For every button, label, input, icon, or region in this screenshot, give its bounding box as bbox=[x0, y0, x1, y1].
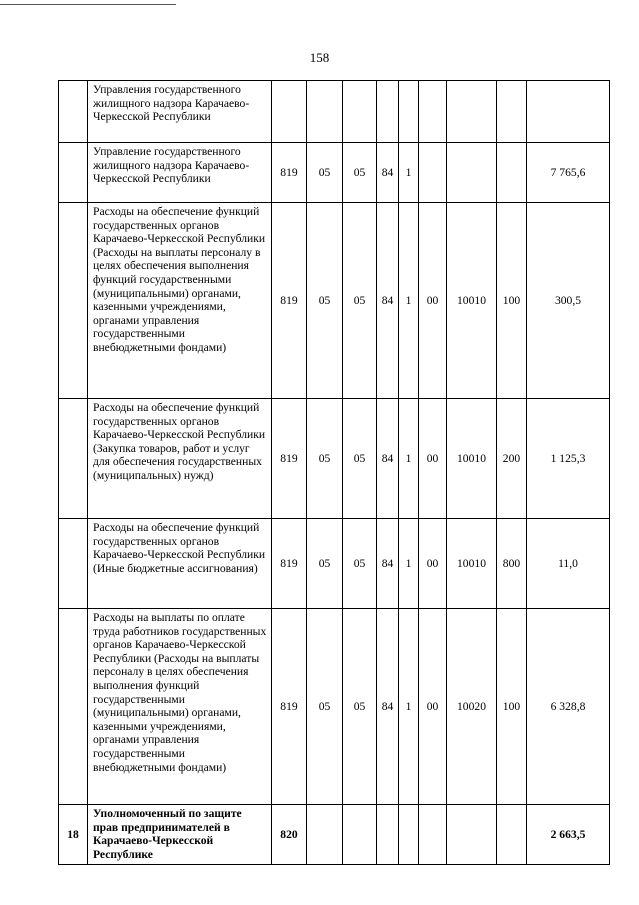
cell-subsection: 05 bbox=[343, 399, 377, 519]
cell-event bbox=[419, 805, 447, 865]
table-row bbox=[59, 519, 610, 609]
page-number: 158 bbox=[309, 50, 330, 65]
row-number bbox=[59, 519, 88, 609]
cell-amount: 2 663,5 bbox=[527, 805, 610, 865]
cell-subsection: 05 bbox=[343, 203, 377, 399]
cell-section: 05 bbox=[307, 519, 343, 609]
cell-program: 84 bbox=[377, 143, 399, 203]
cell-direction: 10010 bbox=[447, 399, 497, 519]
cell-program bbox=[377, 805, 399, 865]
cell-section: 05 bbox=[307, 399, 343, 519]
cell-amount: 11,0 bbox=[527, 519, 610, 609]
cell-amount: 1 125,3 bbox=[527, 399, 610, 519]
table-row bbox=[59, 609, 610, 805]
cell-event bbox=[419, 81, 447, 143]
cell-expense-type bbox=[497, 81, 527, 143]
table-row bbox=[59, 143, 610, 203]
cell-ministry bbox=[272, 81, 307, 143]
cell-subprogram: 1 bbox=[399, 609, 419, 805]
table-row bbox=[59, 81, 610, 143]
cell-subprogram bbox=[399, 805, 419, 865]
cell-section bbox=[307, 81, 343, 143]
cell-section: 05 bbox=[307, 609, 343, 805]
cell-amount: 6 328,8 bbox=[527, 609, 610, 805]
cell-section bbox=[307, 805, 343, 865]
cell-expense-type bbox=[497, 805, 527, 865]
row-name: Расходы на обеспечение функций государственных органов Карачаево-Черкесской Республики (Расходы на выплаты персоналу в целях обеспечения выполнения функций государственными (муниципальными) органами, казенными учреждениями, органами управления государственными внебюджетными фондами) bbox=[88, 203, 272, 399]
cell-expense-type: 800 bbox=[497, 519, 527, 609]
row-number bbox=[59, 81, 88, 143]
cell-event: 00 bbox=[419, 399, 447, 519]
table-row bbox=[59, 203, 610, 399]
row-number bbox=[59, 399, 88, 519]
cell-ministry: 819 bbox=[272, 519, 307, 609]
cell-program: 84 bbox=[377, 203, 399, 399]
budget-table bbox=[58, 80, 610, 865]
cell-ministry: 819 bbox=[272, 399, 307, 519]
cell-event: 00 bbox=[419, 203, 447, 399]
cell-program: 84 bbox=[377, 519, 399, 609]
cell-direction bbox=[447, 81, 497, 143]
cell-direction: 10010 bbox=[447, 203, 497, 399]
cell-amount bbox=[527, 81, 610, 143]
cell-subprogram bbox=[399, 81, 419, 143]
cell-subprogram: 1 bbox=[399, 143, 419, 203]
cell-expense-type: 100 bbox=[497, 203, 527, 399]
row-name: Управления государственного жилищного надзора Карачаево-Черкесской Республики bbox=[88, 81, 272, 143]
cell-subprogram: 1 bbox=[399, 399, 419, 519]
row-number bbox=[59, 143, 88, 203]
cell-amount: 7 765,6 bbox=[527, 143, 610, 203]
cell-section: 05 bbox=[307, 203, 343, 399]
cell-ministry: 819 bbox=[272, 203, 307, 399]
cell-event: 00 bbox=[419, 519, 447, 609]
cell-ministry: 820 bbox=[272, 805, 307, 865]
row-number bbox=[59, 609, 88, 805]
cell-program: 84 bbox=[377, 609, 399, 805]
table-row bbox=[59, 399, 610, 519]
cell-amount: 300,5 bbox=[527, 203, 610, 399]
cell-event bbox=[419, 143, 447, 203]
top-rule bbox=[0, 4, 176, 5]
cell-ministry: 819 bbox=[272, 609, 307, 805]
row-name: Управление государственного жилищного надзора Карачаево-Черкесской Республики bbox=[88, 143, 272, 203]
cell-expense-type bbox=[497, 143, 527, 203]
cell-subsection bbox=[343, 805, 377, 865]
cell-direction: 10020 bbox=[447, 609, 497, 805]
cell-event: 00 bbox=[419, 609, 447, 805]
cell-program: 84 bbox=[377, 399, 399, 519]
row-number bbox=[59, 203, 88, 399]
table-row bbox=[59, 805, 610, 865]
cell-direction bbox=[447, 805, 497, 865]
cell-section: 05 bbox=[307, 143, 343, 203]
cell-direction bbox=[447, 143, 497, 203]
cell-subsection: 05 bbox=[343, 609, 377, 805]
row-name: Уполномоченный по защите прав предпринимателей в Карачаево-Черкесской Республике bbox=[88, 805, 272, 865]
cell-subsection bbox=[343, 81, 377, 143]
cell-program bbox=[377, 81, 399, 143]
row-name: Расходы на обеспечение функций государственных органов Карачаево-Черкесской Республики (Закупка товаров, работ и услуг для обеспечения государственных (муниципальных) нужд) bbox=[88, 399, 272, 519]
row-number: 18 bbox=[59, 805, 88, 865]
cell-subprogram: 1 bbox=[399, 519, 419, 609]
cell-subsection: 05 bbox=[343, 143, 377, 203]
cell-subsection: 05 bbox=[343, 519, 377, 609]
cell-subprogram: 1 bbox=[399, 203, 419, 399]
row-name: Расходы на обеспечение функций государственных органов Карачаево-Черкесской Республики (Иные бюджетные ассигнования) bbox=[88, 519, 272, 609]
cell-expense-type: 100 bbox=[497, 609, 527, 805]
row-name: Расходы на выплаты по оплате труда работников государственных органов Карачаево-Черкесской Республики (Расходы на выплаты персоналу в целях обеспечения выполнения функций государственными (муниципальными) органами, казенными учреждениями, органами управления государственными внебюджетными фондами) bbox=[88, 609, 272, 805]
cell-expense-type: 200 bbox=[497, 399, 527, 519]
cell-direction: 10010 bbox=[447, 519, 497, 609]
cell-ministry: 819 bbox=[272, 143, 307, 203]
